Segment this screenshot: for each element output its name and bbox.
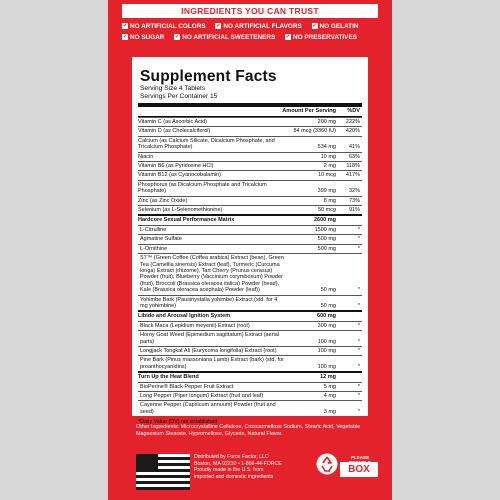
ingredient-name: Libido and Arousal Ignition System [138,313,231,320]
facts-row [138,310,362,320]
facts-row [138,170,362,179]
claim-no-gelatin: NO GELATIN [319,23,359,30]
ingredient-name: BioPerine® Black Pepper Fruit Extract [140,383,234,390]
dv-header: %DV [347,108,360,114]
check-icon: ✓ [122,23,128,30]
facts-row [138,214,362,224]
ingredient-dv: * [357,322,360,329]
facts-row [138,253,362,294]
facts-row [138,321,362,330]
ingredient-dv: 420% [345,128,360,135]
ingredient-name: Horny Goat Weed (Epimedium sagittatum) Extract (aerial parts) [140,332,279,345]
ingredient-dv: * [357,408,360,415]
check-icon: ✓ [122,33,128,40]
ingredient-amount: 8 mg [323,197,336,204]
ingredient-dv: * [357,347,360,354]
check-icon: ✓ [312,23,317,30]
ingredient-dv: * [357,383,360,390]
distributor-line-1: Distributed by Force Factor, LLC [194,454,269,460]
ingredient-amount: 100 mg [317,338,336,345]
check-icon: ✓ [216,23,221,30]
amount-per-serving-header: Amount Per Serving [282,108,336,114]
ingredient-dv: * [357,226,360,233]
facts-row [138,391,362,400]
ingredient-amount: 2600 mg [313,217,336,224]
label-panel [108,0,392,500]
ingredient-name: Yohimbe Bark (Pausinystalia yohimbe) Extract (std. for 4 mg yohimbine) [140,296,278,309]
check-icon: ✓ [285,33,291,40]
facts-row [138,152,362,161]
claim-no-artificial-flavors: NO ARTIFICIAL FLAVORS [223,23,302,30]
ingredient-name: S7™ (Green Coffee (Coffea arabica) Extract (bean), Green Tea (Camellia sinensis) Extract (leaf), Turmeric (Curcuma longa) Extract (rhizome), Tart Cherry (Prunus cerasus) Powder (fruit), Blueberry (Vaccinium corymbosum) Powder (fruit), Broccoli (Brassica oleracea italica) Powder (head), Kale (Brassica oleracea acephala) Powder (leaf)) [140,255,284,294]
claims-row-2 [122,33,382,44]
ingredient-name: Vitamin D (as Cholecalciferol) [138,128,211,135]
ingredient-name: Hardcore Sexual Performance Matrix [138,217,235,224]
ingredient-dv: 91% [348,207,360,214]
ingredient-name: Selenium (as L-Selenomethionine) [138,207,223,214]
facts-row [138,234,362,243]
ingredient-name: L-Ornithine [140,245,168,252]
serving-size: Serving Size 4 Tablets [140,85,206,92]
ingredient-dv: * [357,287,360,294]
ingredient-amount: 534 mg [317,144,336,151]
ingredient-dv: 417% [345,172,360,179]
check-icon: ✓ [174,33,180,40]
ingredient-name: Longjack Tongkat Ali (Eurycoma longifolia) Extract (root) [140,347,277,354]
supplement-facts-box [132,57,368,426]
distributor-info [194,454,304,480]
ingredient-name: L-Citrulline [140,226,167,233]
ingredient-amount: 500 mg [317,245,336,252]
facts-row [138,225,362,234]
ingredient-dv: 73% [348,197,360,204]
dv-footnote: *Daily Value (DV) not established [138,419,218,426]
facts-row [138,244,362,253]
ingredient-dv: 41% [348,144,360,151]
box-badge: BOX [340,462,378,477]
ingredient-amount: 84 mcg (3360 IU) [293,128,336,135]
us-flag-icon [136,454,190,490]
ingredient-amount: 500 mg [317,236,336,243]
ingredient-amount: 399 mg [317,188,336,195]
distributor-line-3: Proudly made in the U.S. from [194,467,264,474]
facts-table [138,117,362,416]
ingredient-dv: 118% [346,163,360,170]
column-header [138,107,362,116]
facts-row [138,136,362,152]
facts-row [138,400,362,416]
ingredient-amount: 4 mg [323,393,336,399]
ingredient-amount: 5 mg [323,383,336,390]
ingredient-name: Turn Up the Heat Blend [138,374,199,381]
ingredient-amount: 12 mg [320,374,336,381]
ingredient-dv: 32% [348,188,360,195]
facts-row [138,330,362,346]
claim-no-artificial-colors: NO ARTIFICIAL COLORS [130,23,206,30]
ingredient-name: Niacin [138,153,154,160]
facts-title: Supplement Facts [140,68,277,85]
ingredient-amount: 300 mg [317,322,336,329]
ingredient-dv: 222% [345,119,360,125]
facts-row [138,126,362,135]
ingredient-name: Pine Bark (Pinus massoniana Lamb) Extract (bark) (std. for proanthocyanidins) [140,357,284,370]
ingredient-dv: * [357,393,360,399]
ingredient-amount: 10 mcg [317,172,336,179]
please-recycle-label: PLEASE [350,455,370,460]
claims-row-1 [122,22,382,33]
facts-row [138,117,362,126]
ingredient-name: Vitamin B12 (as Cyanocobalamin) [138,172,222,179]
ingredient-dv: * [357,338,360,345]
servings-per-container: Servings Per Container 15 [140,93,218,100]
ingredient-dv: 63% [348,153,360,160]
other-ingredients: Other Ingredients: Microcrystalline Cellulose, Croscarmellose Sodium, Stearic Acid, Vegetable Magnesium Stearate, Hypromellose, Glycerin, Natural Flavor. [136,424,361,437]
ingredient-name: Agmatine Sulfate [140,236,182,243]
distributor-line-4: imported and domestic ingredients [194,473,274,480]
ingredient-dv: * [357,245,360,252]
ingredient-dv: * [357,302,360,309]
ingredients-header: INGREDIENTS YOU CAN TRUST [122,4,378,18]
ingredient-amount: 50 mcg [317,207,336,214]
facts-row [138,295,362,311]
ingredient-name: Phosphorus (as Dicalcium Phosphate and Tricalcium Phosphate) [138,181,267,195]
ingredient-amount: 2 mg [323,163,336,170]
ingredient-amount: 50 mg [320,287,336,294]
ingredient-name: Vitamin B6 (as Pyridoxine HCl) [138,163,214,170]
ingredient-amount: 600 mg [317,313,336,320]
facts-row [138,161,362,170]
facts-row [138,180,362,196]
ingredient-name: Vitamin C (as Ascorbic Acid) [138,119,207,125]
distributor-line-2: Boston, MA 02210 • 1-866-44-FORCE [194,460,282,467]
claim-no-artificial-sweeteners: NO ARTIFICIAL SWEETENERS [182,33,276,41]
facts-row [138,382,362,391]
facts-row [138,205,362,214]
ingredient-amount: 100 mg [317,363,336,370]
facts-row [138,196,362,205]
ingredient-amount: 1500 mg [314,226,336,233]
facts-row [138,371,362,381]
ingredient-amount: 100 mg [317,347,336,354]
claims-list [122,22,382,43]
ingredient-name: Long Pepper (Piper longum) Extract (fruit and leaf) [140,393,264,399]
ingredient-amount: 3 mg [323,408,336,415]
ingredient-amount: 200 mg [317,119,336,125]
recycle-icon [316,453,338,475]
facts-row [138,355,362,371]
ingredient-dv: * [357,236,360,243]
ingredient-dv: * [357,363,360,370]
ingredient-name: Black Maca (Lepidium meyenii) Extract (root) [140,322,250,329]
ingredient-amount: 10 mg [320,153,336,160]
ingredient-name: Cayenne Pepper (Capsicum annuum) Powder (fruit and seed) [140,402,276,415]
ingredient-amount: 50 mg [320,302,336,309]
facts-row [138,346,362,355]
ingredient-name: Calcium (as Calcium Silicate, Dicalcium Phosphate, and Tricalcium Phosphate) [138,137,275,151]
claim-no-sugar: NO SUGAR [130,33,165,41]
ingredient-name: Zinc (as Zinc Oxide) [138,197,188,204]
claim-no-preservatives: NO PRESERVATIVES [293,33,357,41]
